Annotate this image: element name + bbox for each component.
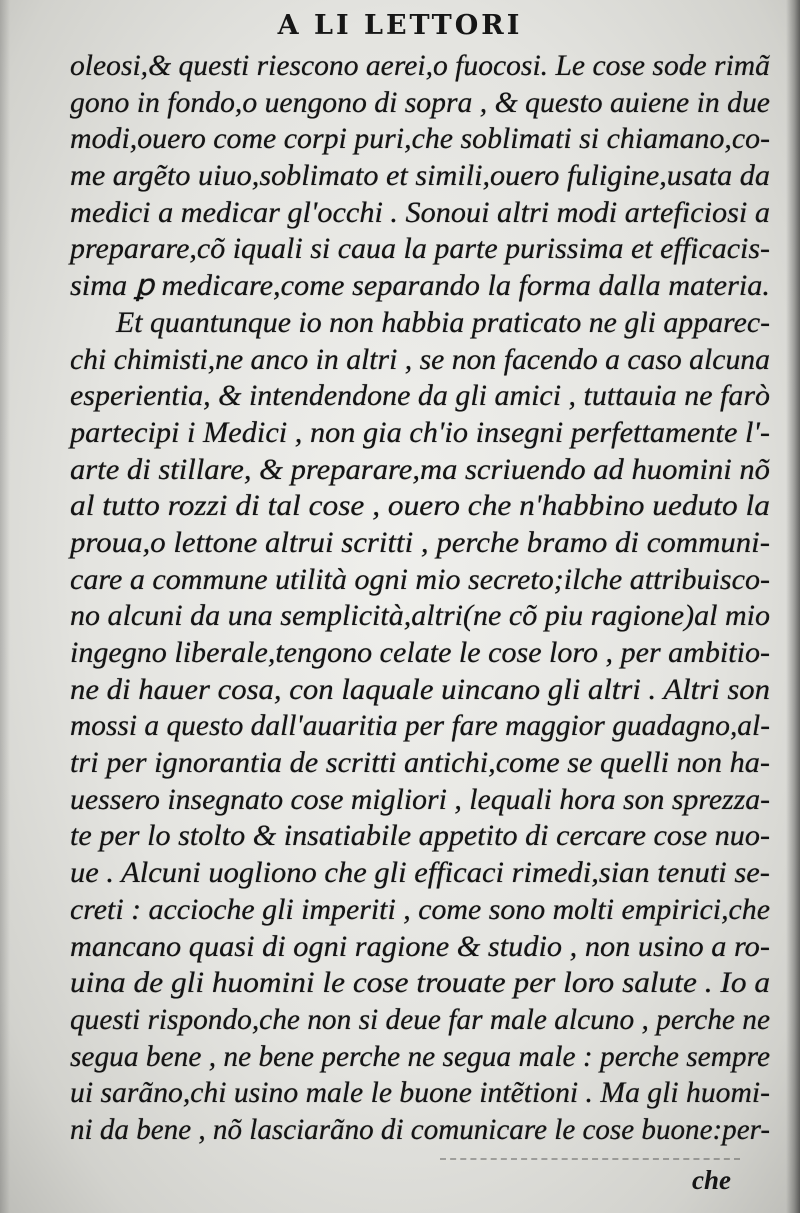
bottom-rule (440, 1158, 740, 1160)
text-line: mancano quasi di ogni ragione & studio , non usino a ro- (70, 930, 770, 963)
text-line: medici a medicar gl'occhi . Sonoui altri modi arteficiosi a (70, 196, 770, 229)
text-line: segua bene , ne bene perche ne segua male : perche sempre (70, 1040, 771, 1073)
text-line: questi rispondo,che non si deue far male alcuno , perche ne (70, 1003, 770, 1036)
text-line: gono in fondo,o uengono di sopra , & questo auiene in due (70, 86, 770, 119)
text-line: no alcuni da una semplicità,altri(ne cõ piu ragione)al mio (70, 600, 771, 633)
text-line: ue . Alcuni uogliono che gli efficaci rimedi,sian tenuti se- (70, 857, 770, 890)
paragraph-start-line: Et quantunque io non habbia praticato ne gli apparec- (116, 306, 771, 339)
running-title: A LI LETTORI (277, 10, 523, 41)
text-line: partecipi i Medici , non gia ch'io insegni perfettamente l'- (70, 416, 771, 449)
text-line: uessero insegnato cose migliori , lequali hora son sprezza- (70, 783, 771, 816)
text-line: arte di stillare, & preparare,ma scriuendo ad huomini nõ (70, 453, 770, 486)
text-line: esperientia, & intendendone da gli amici , tuttauia ne farò (70, 380, 771, 413)
catchword: che (692, 1165, 731, 1195)
text-line: ui sarãno,chi usino male le buone intẽtioni . Ma gli huomi- (70, 1077, 771, 1110)
text-line: mossi a questo dall'auaritia per fare maggior guadagno,al- (70, 710, 770, 743)
text-line: preparare,cõ iquali si caua la parte purissima et efficacis- (70, 233, 771, 266)
text-line: ingegno liberale,tengono celate le cose loro , per ambitio- (70, 637, 771, 669)
text-line: tri per ignorantia de scritti antichi,come se quelli non ha- (70, 747, 770, 780)
text-line: ne di hauer cosa, con laquale uincano gli altri . Altri son (70, 673, 771, 706)
text-line: proua,o lettone altrui scritti , perche bramo di communi- (70, 526, 771, 559)
text-line: me argẽto uiuo,soblimato et simili,ouero fuligine,usata da (70, 160, 771, 193)
text-line: creti : accioche gli imperiti , come sono molti empirici,che (70, 893, 771, 926)
text-line: ni da bene , nõ lasciarãno di comunicare le cose buone:per- (70, 1113, 771, 1146)
text-line: chi chimisti,ne anco in altri , se non facendo a caso alcuna (70, 343, 770, 376)
text-line: al tutto rozzi di tal cose , ouero che n'habbino ueduto la (70, 490, 770, 523)
text-line: care a commune utilità ogni mio secreto;ilche attribuisco- (70, 563, 771, 596)
page-edge-shadow (786, 0, 800, 1213)
text-line: te per lo stolto & insatiabile appetito di cercare cose nuo- (70, 820, 771, 853)
page-gutter-shadow (0, 0, 10, 1213)
text-line: uina de gli huomini le cose trouate per loro salute . Io a (70, 967, 771, 1000)
text-line: sima ꝑ medicare,come separando la forma dalla materia. (70, 270, 771, 303)
text-line: oleosi,& questi riescono aerei,o fuocosi. Le cose sode rimã (70, 50, 770, 82)
text-line: modi,ouero come corpi puri,che soblimati si chiamano,co- (70, 123, 771, 156)
body-text (70, 48, 770, 1149)
